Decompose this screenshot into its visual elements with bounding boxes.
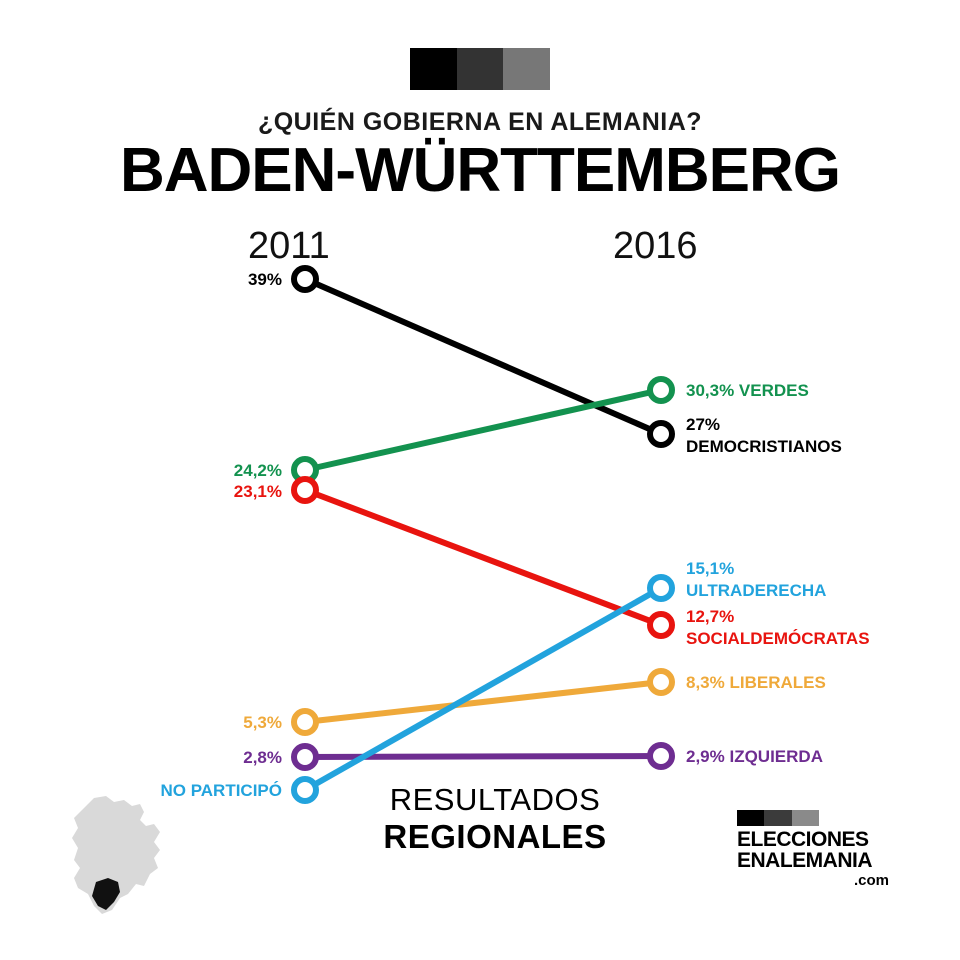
- site-logo[interactable]: [737, 810, 897, 889]
- logo-line-3: .com: [853, 872, 889, 889]
- logo-flag-icon: [737, 810, 819, 826]
- datapoint-liberales-2011: [294, 711, 316, 733]
- value-label-verdes-2016: 30,3% VERDES: [686, 381, 809, 400]
- series-line-democristianos: [305, 279, 661, 434]
- value-label-liberales-2016: 8,3% LIBERALES: [686, 673, 826, 692]
- series-name-socialdemocratas: SOCIALDEMÓCRATAS: [686, 629, 870, 648]
- footer-caption: [370, 782, 620, 856]
- value-label-socialdemocratas-2016: 12,7%: [686, 607, 735, 626]
- value-label-verdes-2011: 24,2%: [233, 461, 282, 480]
- value-label-izquierda-2016: 2,9% IZQUIERDA: [686, 747, 823, 766]
- logo-line-1: ELECCIONES: [737, 828, 869, 851]
- value-label-liberales-2011: 5,3%: [243, 713, 282, 732]
- value-label-democristianos-2011: 39%: [247, 270, 282, 289]
- series-line-socialdemocratas: [305, 490, 661, 625]
- datapoint-socialdemocratas-2016: [650, 614, 672, 636]
- datapoint-liberales-2016: [650, 671, 672, 693]
- value-label-izquierda-2011: 2,8%: [243, 748, 282, 767]
- datapoint-democristianos-2016: [650, 423, 672, 445]
- datapoint-verdes-2016: [650, 379, 672, 401]
- series-line-verdes: [305, 390, 661, 470]
- value-label-ultraderecha-2011: NO PARTICIPÓ: [160, 781, 282, 800]
- datapoint-democristianos-2011: [294, 268, 316, 290]
- axis-label-2016: 2016: [613, 225, 698, 267]
- datapoint-ultraderecha-2011: [294, 779, 316, 801]
- value-label-democristianos-2016: 27%: [686, 415, 721, 434]
- value-label-socialdemocratas-2011: 23,1%: [233, 482, 282, 501]
- axis-label-2011: 2011: [248, 225, 330, 267]
- footer-line-2: REGIONALES: [383, 818, 607, 855]
- page-title: BADEN-WÜRTTEMBERG: [119, 136, 841, 205]
- series-name-ultraderecha: ULTRADERECHA: [686, 581, 827, 600]
- datapoint-izquierda-2016: [650, 745, 672, 767]
- footer-line-1: RESULTADOS: [389, 782, 601, 817]
- kicker-text: ¿QUIÉN GOBIERNA EN ALEMANIA?: [257, 108, 703, 136]
- germany-map-icon: [48, 790, 188, 930]
- series-name-democristianos: DEMOCRISTIANOS: [686, 437, 842, 456]
- logo-line-2: ENALEMANIA: [737, 849, 872, 872]
- datapoint-izquierda-2011: [294, 746, 316, 768]
- value-label-ultraderecha-2016: 15,1%: [686, 559, 735, 578]
- datapoint-ultraderecha-2016: [650, 577, 672, 599]
- datapoint-socialdemocratas-2011: [294, 479, 316, 501]
